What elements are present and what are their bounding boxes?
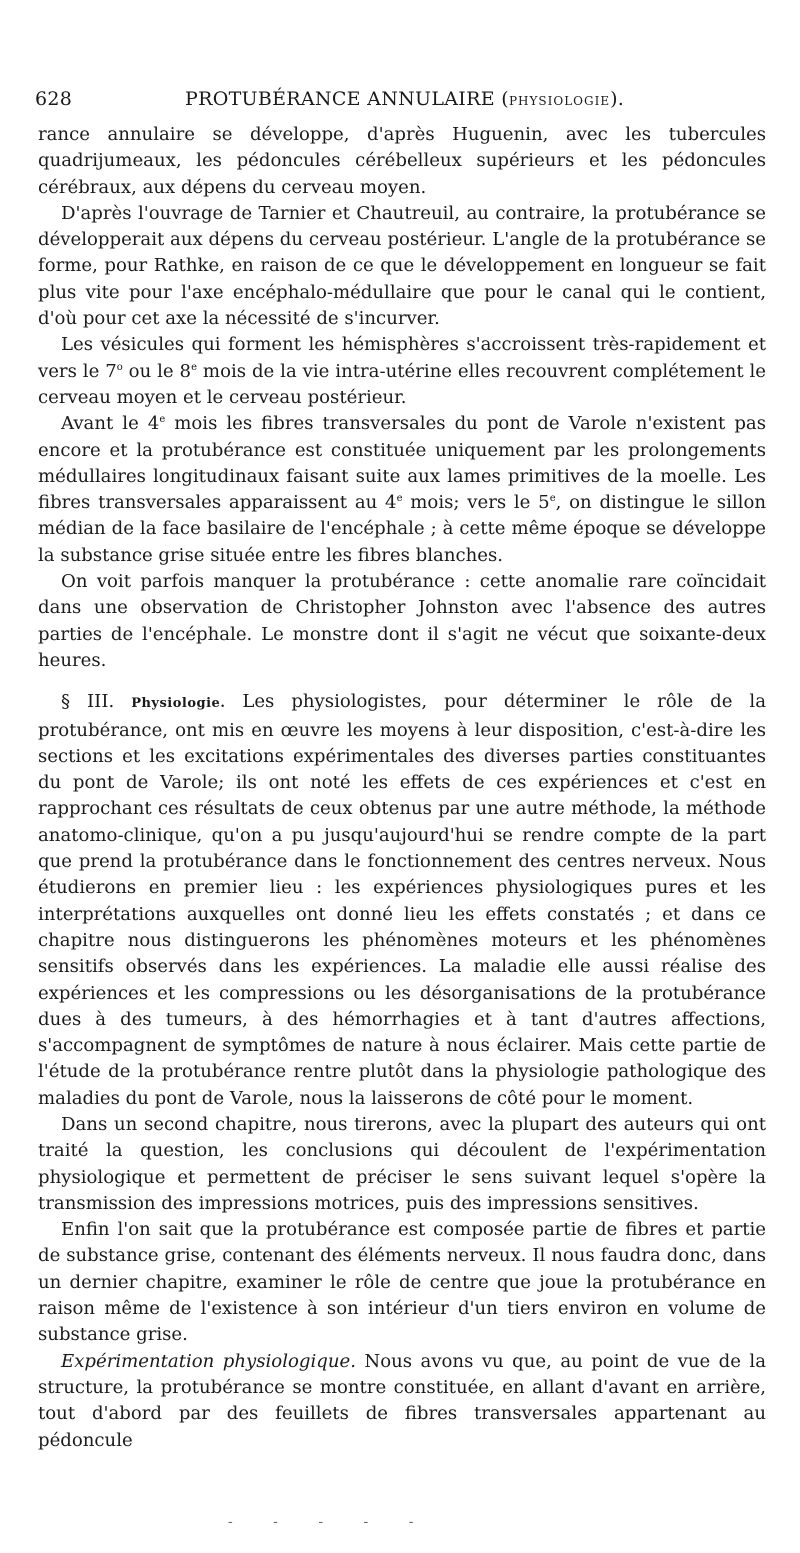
body-text [38, 122, 766, 1454]
superscript: e [549, 493, 556, 505]
section-marker: § III. [61, 691, 132, 713]
paragraph-continuation: rance annulaire se développe, d'après Huguenin, avec les tubercules quadrijumeaux, les pédoncules cérébelleux supérieurs et les pédoncules cérébraux, aux dépens du cerveau moyen. [38, 124, 766, 198]
superscript: o [116, 361, 123, 373]
experimentation-heading: Expérimentation physiologique. [61, 1350, 356, 1372]
running-title-main: PROTUBÉRANCE ANNULAIRE ( [185, 88, 509, 110]
text-run: mois de la vie intra-utérine elles recouvrent complétement le cerveau moyen et le cerveau postérieur. [38, 360, 767, 408]
text-run: mois; vers le 5 [402, 492, 550, 514]
paragraph-enfin: Enfin l'on sait que la protubérance est composée partie de fibres et partie de substance grise, contenant des éléments nerveux. Il nous faudra donc, dans un dernier chapitre, examiner le rôle de centre que joue la protubérance en raison même de l'existence à son intérieur d'un tiers environ en volume de substance grise. [38, 1219, 766, 1346]
paragraph-anomalie: On voit parfois manquer la protubérance : cette anomalie rare coïncidait dans une observation de Christopher Johnston avec l'absence des autres parties de l'encéphale. Le monstre dont il s'agit ne vécut que soixante-deux heures. [38, 571, 766, 671]
page-bottom-marks: - - - - - [228, 1514, 432, 1530]
text-run: mois les fibres transversales du pont de Varole n'existent pas encore et la protubérance est constituée uniquement par les prolongements médullaires longitudinaux faisant suite aux lames primitives de la moelle. Les fibres transversales apparaissent au 4 [38, 413, 766, 514]
running-title-end: ). [610, 88, 625, 110]
running-subtitle: PHYSIOLOGIE [508, 94, 611, 108]
section-heading: Physiologie. [131, 696, 226, 712]
paragraph-avant [38, 411, 766, 569]
text-run: Avant le 4 [61, 413, 160, 435]
superscript: e [159, 414, 166, 426]
paragraph-second-chapitre: Dans un second chapitre, nous tirerons, avec la plupart des auteurs qui ont traité la question, les conclusions qui découlent de l'expérimentation physiologique et permettent de préciser le sens suivant lequel s'opère la transmission des impressions motrices, puis des impressions sensitives. [38, 1113, 766, 1214]
paragraph-tarnier: D'après l'ouvrage de Tarnier et Chautreuil, au contraire, la protubérance se développerait aux dépens du cerveau postérieur. L'angle de la protubérance se forme, pour Rathke, en raison de ce que le développement en longueur se fait plus vite pour l'axe encéphalo-médullaire que pour le canal qui le contient, d'où pour cet axe la nécessité de s'incurver. [38, 202, 766, 330]
section-body: Les physiologistes, pour déterminer le rôle de la protubérance, ont mis en œuvre les moyens à leur disposition, c'est-à-dire les sections et les excitations expérimentales des diverses parties constituantes du pont de Varole; ils ont noté les effets de ces expériences et c'est en rapprochant ces résultats de ceux obtenus par une autre méthode, la méthode anatomo-clinique, qu'on a pu jusqu'aujourd'hui se rendre compte de la part que prend la protubérance dans le fonctionnement des centres nerveux. Nous étudierons en premier lieu : les expériences physiologiques pures et les interprétations auxquelles ont donné lieu les effets constatés ; et dans ce chapitre nous distinguerons les phénomènes moteurs et les phénomènes sensitifs observés dans les expériences. La maladie elle aussi réalise des expériences et les compressions ou les désorganisations de la protubérance dues à des tumeurs, à des hémorrhagies et à tant d'autres affections, s'accompagnent de symptômes de nature à nous éclairer. Mais cette partie de l'étude de la protubérance rentre plutôt dans la physiologie pathologique des maladies du pont de Varole, nous la laisserons de côté pour le moment. [38, 691, 767, 1109]
paragraph-vesicules [38, 332, 766, 411]
section-physiologie [38, 689, 766, 1112]
text-run: , on distingue le sillon médian de la face basilaire de l'encéphale ; à cette même époque se développe la substance grise située entre les fibres blanches. [38, 492, 766, 566]
experimentation-body: Nous avons vu que, au point de vue de la structure, la protubérance se montre constituée, en allant d'avant en arrière, tout d'abord par des feuillets de fibres transversales appartenant au pédoncule [38, 1350, 766, 1451]
paragraph-experimentation [38, 1349, 766, 1454]
text-run: ou le 8 [122, 360, 192, 382]
text-run: Les vésicules qui forment les hémisphères s'accroissent très-rapidement et vers le 7 [38, 334, 766, 382]
superscript: e [396, 493, 403, 505]
running-header [35, 88, 765, 118]
page-number: 628 [35, 88, 73, 110]
superscript: e [191, 361, 197, 373]
running-title [185, 88, 624, 110]
